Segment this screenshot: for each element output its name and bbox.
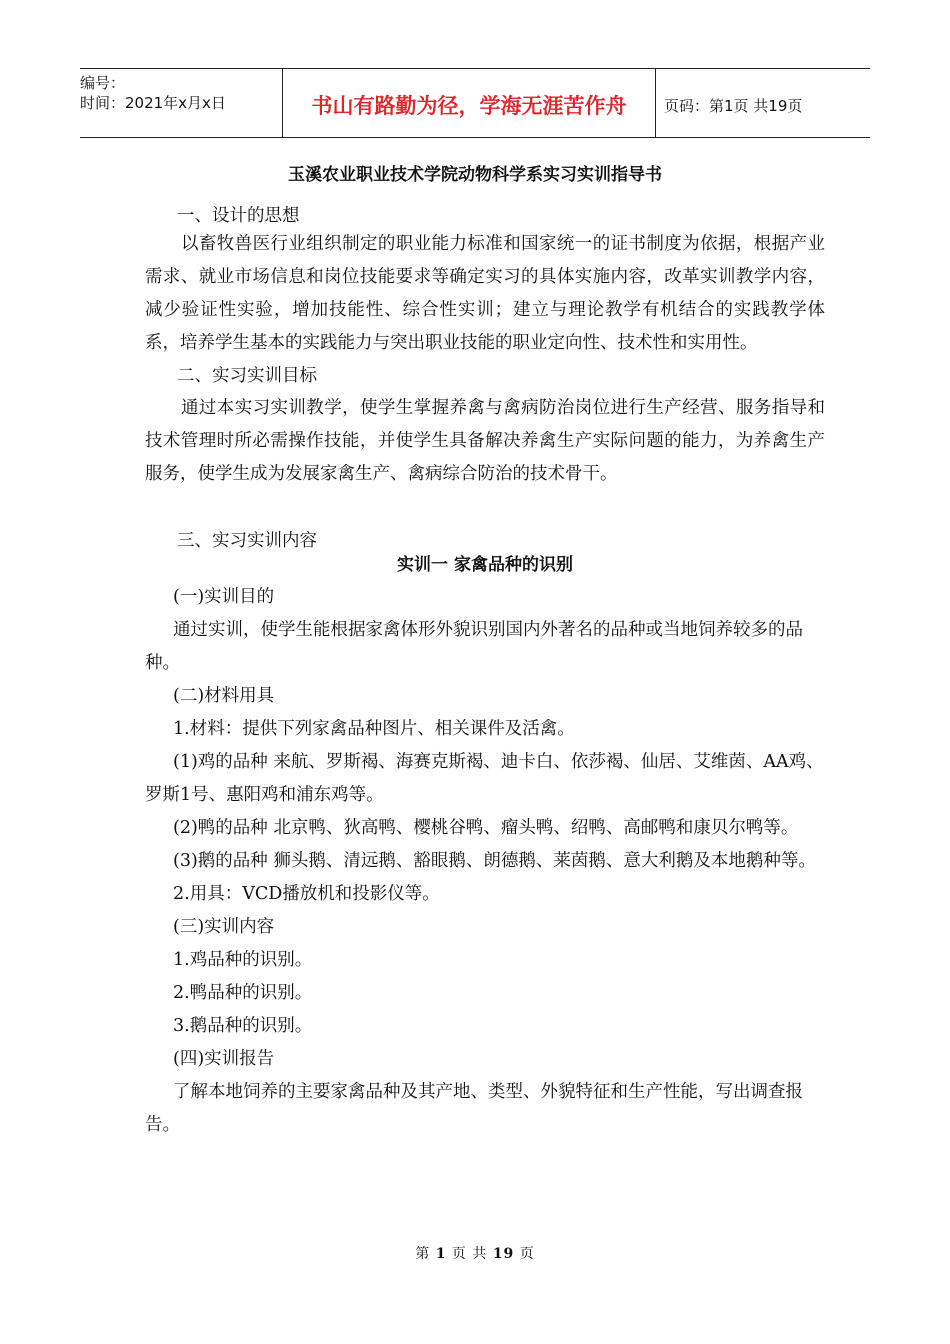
header-meta bbox=[80, 69, 282, 137]
sub-heading: (二)材料用具 bbox=[173, 686, 275, 706]
list-item: 3.鹅品种的识别。 bbox=[173, 1016, 313, 1036]
list-item: 1.鸡品种的识别。 bbox=[173, 950, 313, 970]
list-item: 2.鸭品种的识别。 bbox=[173, 983, 313, 1003]
footer-middle: 页 共 bbox=[451, 1246, 488, 1262]
list-item: (2)鸭的品种 北京鸭、狄高鸭、樱桃谷鸭、瘤头鸭、绍鸭、高邮鸭和康贝尔鸭等。 bbox=[173, 818, 799, 838]
section-heading: 三、实习实训内容 bbox=[177, 531, 317, 551]
sub-heading: (四)实训报告 bbox=[173, 1049, 275, 1069]
page-title: 玉溪农业职业技术学院动物科学系实习实训指导书 bbox=[288, 165, 662, 185]
list-item: (3)鹅的品种 狮头鹅、清远鹅、豁眼鹅、朗德鹅、莱茵鹅、意大利鹅及本地鹅种等。 bbox=[173, 851, 816, 871]
footer-prefix: 第 bbox=[415, 1246, 431, 1262]
document-body bbox=[145, 200, 825, 1142]
footer-total-pages: 19 bbox=[492, 1246, 515, 1262]
sub-heading: (一)实训目的 bbox=[173, 587, 275, 607]
paragraph: 通过实训，使学生能根据家禽体形外貌识别国内外著名的品种或当地饲养较多的品种。 bbox=[145, 620, 803, 673]
number-label: 编号： bbox=[80, 74, 126, 92]
paragraph: 以畜牧兽医行业组织制定的职业能力标准和国家统一的证书制度为依据，根据产业需求、就业市场信息和岗位技能要求等确定实习的具体实施内容，改革实训教学内容，减少验证性实验，增加技能性、综合性实训；建立与理论教学有机结合的实践教学体系，培养学生基本的实践能力与突出职业技能的职业定向性、技术性和实用性。 bbox=[145, 234, 825, 353]
list-item: (1)鸡的品种 来航、罗斯褐、海赛克斯褐、迪卡白、依莎褐、仙居、艾维茵、AA鸡、罗斯1号、惠阳鸡和浦东鸡等。 bbox=[145, 752, 824, 805]
paragraph: 通过本实习实训教学，使学生掌握养禽与禽病防治岗位进行生产经营、服务指导和技术管理时所必需操作技能，并使学生具备解决养禽生产实际问题的能力，为养禽生产服务，使学生成为发展家禽生产、禽病综合防治的技术骨干。 bbox=[145, 398, 825, 484]
page-footer bbox=[0, 1243, 950, 1263]
date-label: 时间：2021年x月x日 bbox=[80, 94, 226, 112]
footer-suffix: 页 bbox=[519, 1246, 535, 1262]
section-heading: 一、设计的思想 bbox=[177, 206, 300, 226]
list-item: 1.材料：提供下列家禽品种图片、相关课件及活禽。 bbox=[173, 719, 575, 739]
document-header bbox=[80, 68, 870, 138]
header-motto: 书山有路勤为径，学海无涯苦作舟 bbox=[282, 69, 656, 137]
header-page-code: 页码：第1页 共19页 bbox=[664, 96, 803, 115]
footer-page-number: 1 bbox=[435, 1246, 447, 1262]
lab-title: 实训一 家禽品种的识别 bbox=[397, 555, 573, 575]
paragraph: 了解本地饲养的主要家禽品种及其产地、类型、外貌特征和生产性能，写出调查报告。 bbox=[145, 1082, 803, 1135]
section-heading: 二、实习实训目标 bbox=[177, 366, 317, 386]
sub-heading: (三)实训内容 bbox=[173, 917, 275, 937]
list-item: 2.用具：VCD播放机和投影仪等。 bbox=[173, 884, 440, 904]
